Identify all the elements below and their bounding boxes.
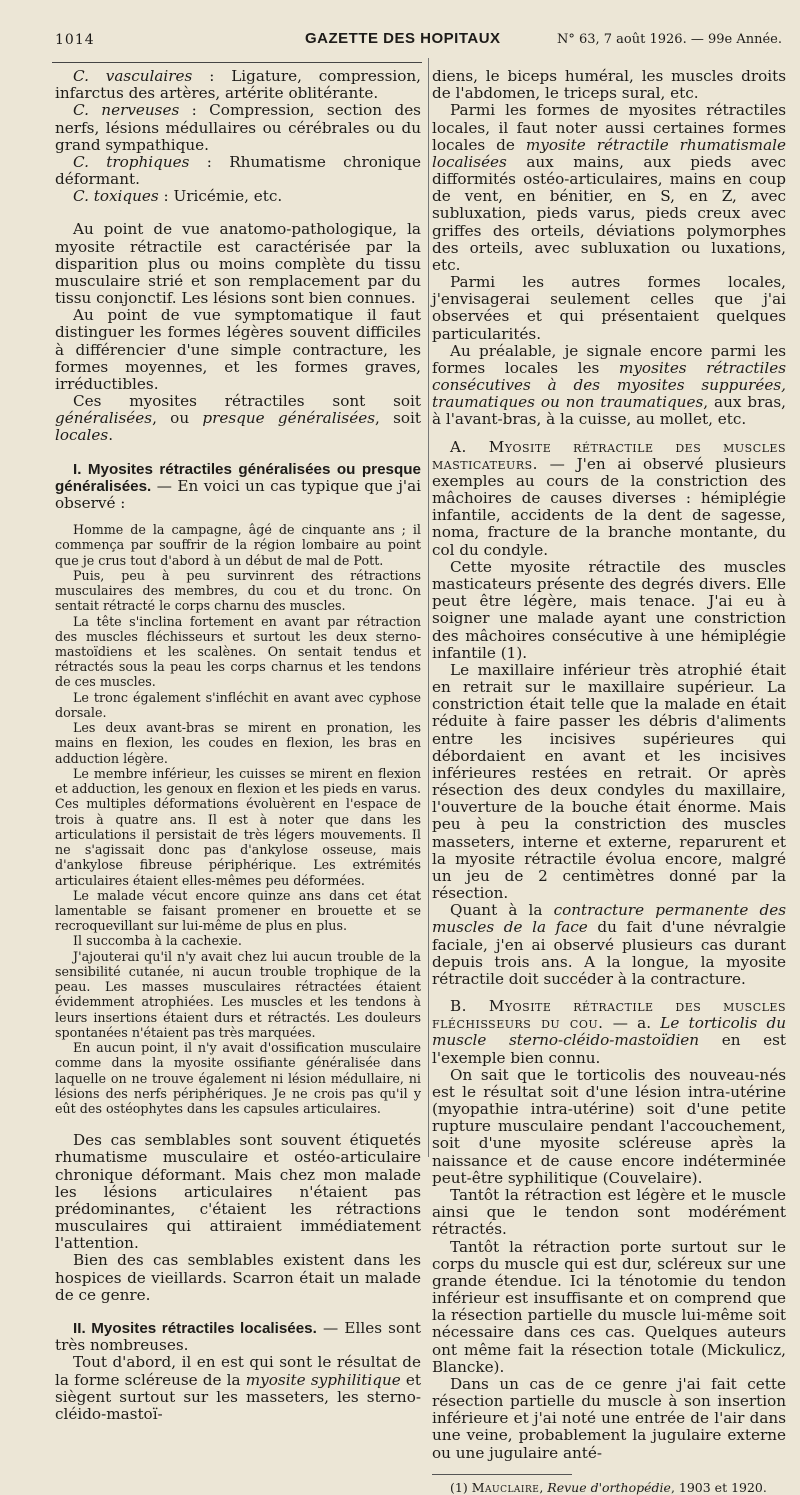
case-para: Puis, peu à peu survinrent des rétractions musculaires des membres, du cou et du tronc. On sentait rétracté le corps charnu des muscles. <box>55 567 421 614</box>
section-1-heading: I. Myosites rétractiles généralisées ou presque généralisées. — En voici un cas typique que j'ai observé : <box>55 460 421 512</box>
header-rule <box>52 62 422 63</box>
para-tantot-corps: Tantôt la rétraction porte surtout sur le corps du muscle qui est dur, scléreux sur une grande étendue. Ici la ténotomie du tendon inférieur est insuffisante et on comprend que la résection partielle du muscle lui-même soit nécessaire dans ces cas. Quelques auteurs ont même fait la résection totale (Mickulicz, Blancke). <box>432 1237 786 1376</box>
page-number: 1014 <box>55 32 95 48</box>
case-para: En aucun point, il n'y avait d'ossification musculaire comme dans la myosite ossifiante généralisée dans laquelle on ne trouve également ni lésion médullaire, ni lésions des nerfs périphériques. Je ne crois pas qu'il y eût des ostéophytes dans les capsules articulaires. <box>55 1040 421 1117</box>
running-header <box>55 30 782 54</box>
para-anatomo: Au point de vue anatomo-pathologique, la myosite rétractile est caractérisée par la disparition plus ou moins complète du tissu musculaire strié et son remplacement par du tissu conjonctif. Les lésions sont bien connues. <box>55 220 421 308</box>
case-para: La tête s'inclina fortement en avant par rétraction des muscles fléchisseurs et surtout les deux sterno-mastoïdiens et les scalènes. On sentait tendus et rétractés sous la peau les corps charnus et les tendons de ces muscles. <box>55 613 421 690</box>
column-divider <box>428 58 429 1157</box>
left-column <box>55 68 421 1423</box>
journal-title: GAZETTE DES HOPITAUX <box>305 30 501 47</box>
form-toxiques: C. toxiques : Uricémie, etc. <box>73 187 283 206</box>
para-maxillaire: Le maxillaire inférieur très atrophié était en retrait sur le maxillaire supérieur. La constriction était telle que la malade en était réduite à faire passer les débris d'aliments entre les incisives supérieures qui débordaient en avant et les incisives inférieures restées en retrait. Or après résection des deux condyles du maxillaire, l'ouverture de la bouche était énorme. Mais peu à peu la constriction des muscles masseters, interne et externe, reparurent et la myosite rétractile évolua encore, malgré un jeu de 2 centimètres donné par la résection. <box>432 660 786 903</box>
footnote: (1) Mauclaire, Revue d'orthopédie, 1903 et 1920. <box>450 1479 767 1495</box>
para-masticateurs: Cette myosite rétractile des muscles masticateurs présente des degrés divers. Elle peut être légère, mais tenace. J'ai eu à soigner une malade ayant une constriction des mâchoires consécutive à une hémiplégie infantile (1). <box>432 557 786 662</box>
issue-info: N° 63, 7 août 1926. — 99e Année. <box>556 32 782 47</box>
para-prealable: Au préalable, je signale encore parmi les formes locales les myosites rétractiles consécutives à des myosites suppurées, traumatiques ou non traumatiques, aux bras, à l'avant-bras, à la cuisse, au mollet, etc. <box>432 341 787 429</box>
case-para: Les deux avant-bras se mirent en pronation, les mains en flexion, les coudes en flexion, les bras en adduction légère. <box>55 720 421 766</box>
case-para: Homme de la campagne, âgé de cinquante ans ; il commença par souffrir de la région lombaire au point que je crus tout d'abord à un début de mal de Pott. <box>55 522 421 568</box>
para-sympto: Au point de vue symptomatique il faut distinguer les formes légères souvent difficiles à différencier d'une simple contracture, les formes moyennes, et les formes graves, irréductibles. <box>55 306 421 393</box>
footnote-rule <box>432 1474 572 1475</box>
para-autres-formes: Parmi les autres formes locales, j'envisagerai seulement celles que j'ai observées et qui présentaient quelques particularités. <box>432 273 786 343</box>
section-2-heading: II. Myosites rétractiles localisées. — Elles sont très nombreuses. <box>55 1318 421 1355</box>
para-contracture-face: Quant à la contracture permanente des muscles de la face du fait d'une névralgie faciale, j'en ai observé plusieurs cas durant depuis trois ans. A la longue, la myosite rétractile doit succéder à la contracture. <box>432 901 787 988</box>
para-ces-myosites: Ces myosites rétractiles sont soit généralisées, ou presque généralisées, soit locales. <box>55 392 421 445</box>
form-nerveuses: C. nerveuses : Compression, section des nerfs, lésions médullaires ou cérébrales ou du grand sympathique. <box>55 101 421 154</box>
subsection-b: B. Myosite rétractile des muscles fléchisseurs du cou. — a. Le torticolis du muscle sterno-cléido-mastoïdien en est l'exemple bien connu. <box>432 997 786 1067</box>
para-tout-dabord: Tout d'abord, il en est qui sont le résultat de la forme scléreuse de la myosite syphilitique et siègent surtout sur les masseters, les sterno-cléido-mastoï- <box>55 1353 421 1423</box>
para-bien-des-cas: Bien des cas semblables existent dans les hospices de vieillards. Scarron était un malade de ce genre. <box>55 1251 421 1304</box>
case-para: Le malade vécut encore quinze ans dans cet état lamentable se faisant promener en brouette et se recroquevillant sur lui-même de plus en plus. <box>55 887 421 934</box>
form-vasculaires: C. vasculaires : Ligature, compression, infarctus des artères, artérite oblitérante. <box>55 67 422 103</box>
case-para: Le tronc également s'infléchit en avant avec cyphose dorsale. <box>55 689 421 720</box>
case-para: Le membre inférieur, les cuisses se mirent en flexion et adduction, les genoux en flexion et les pieds en varus. Ces multiples déformations évoluèrent en l'espace de trois à quatre ans. Il est à noter que dans les articulations il persistait de très légers mouvements. Il ne s'agissait donc pas d'ankylose osseuse, mais d'ankylose fibreuse périphérique. Les extrémités articulaires étaient elles-mêmes peu déformées. <box>55 765 421 888</box>
right-column <box>432 68 786 1495</box>
subsection-a: A. Myosite rétractile des muscles masticateurs. — J'en ai observé plusieurs exemples au cours de la constriction des mâchoires de causes diverses : hémiplégie infantile, accidents de la dent de sagesse, noma, fracture de la branche montante, du col du condyle. <box>432 437 786 559</box>
para-dans-un-cas: Dans un cas de ce genre j'ai fait cette résection partielle du muscle à son insertion inférieure et j'ai noté une entrée de l'air dans une veine, probablement la jugulaire externe ou une jugulaire anté- <box>432 1374 786 1462</box>
para-torticolis: On sait que le torticolis des nouveau-nés est le résultat soit d'une lésion intra-utérine (myopathie intra-utérine) soit d'une petite rupture musculaire pendant l'accouchement, soit d'une myosite scléreuse après la naissance et de cause encore indéterminée peut-être syphilitique (Couvelaire). <box>432 1065 786 1187</box>
para-cas-semblables: Des cas semblables sont souvent étiquetés rhumatisme musculaire et ostéo-articulaire chronique déformant. Mais chez mon malade les lésions articulaires n'étaient pas prédominantes, c'étaient les rétractions musculaires qui attiraient immédiatement l'attention. <box>55 1131 421 1253</box>
case-para: J'ajouterai qu'il n'y avait chez lui aucun trouble de la sensibilité cutanée, ni aucun trouble trophique de la peau. Les masses musculaires rétractées étaient évidemment atrophiées. Les muscles et les tendons à leurs insertions étaient durs et rétractés. Les douleurs spontanées n'étaient pas très marquées. <box>55 948 421 1040</box>
para-rhumatismale: Parmi les formes de myosites rétractiles locales, il faut noter aussi certaines formes locales de myosite rétractile rhumatismale localisées aux mains, aux pieds avec difformités ostéo-articulaires, mains en coup de vent, en bénitier, en S, en Z, avec subluxation, pieds varus, pieds creux avec griffes des orteils, déviations polymorphes des orteils, avec subluxation ou luxations, etc. <box>432 101 786 274</box>
para-continuation: diens, le biceps huméral, les muscles droits de l'abdomen, le triceps sural, etc. <box>432 67 786 103</box>
case-para: Il succomba à la cachexie. <box>73 933 242 949</box>
form-trophiques: C. trophiques : Rhumatisme chronique déformant. <box>55 152 421 189</box>
para-tantot-legere: Tantôt la rétraction est légère et le muscle ainsi que le tendon sont modérément rétractés. <box>432 1186 786 1239</box>
case-report <box>55 522 421 1116</box>
